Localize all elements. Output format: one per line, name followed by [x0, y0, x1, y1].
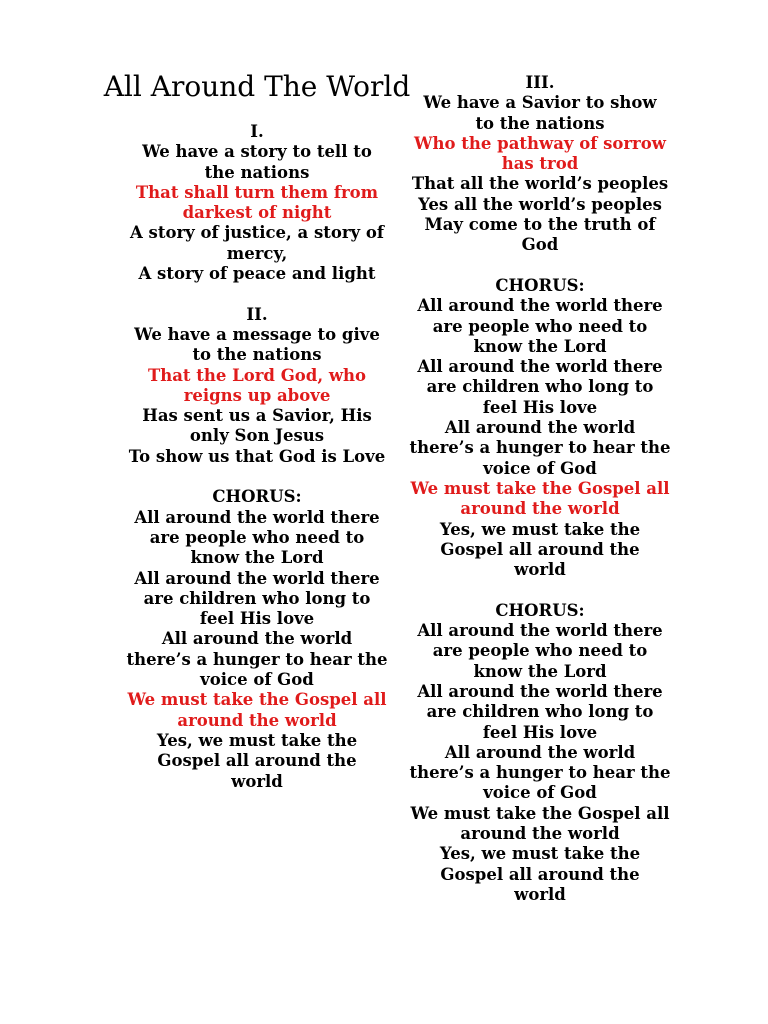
lyric-line: We must take the Gospel all	[410, 803, 670, 823]
lyric-line: May come to the truth of	[424, 215, 656, 235]
lyric-line: Gospel all around the	[440, 539, 640, 559]
lyric-line: feel His love	[482, 397, 598, 417]
left-lyrics	[82, 122, 432, 792]
lyric-line: voice of God	[483, 458, 597, 478]
highlighted-lyric-line: We must take the Gospel all	[410, 478, 670, 498]
lyric-line: Yes, we must take the	[439, 519, 641, 539]
lyric-line: are children who long to	[426, 377, 654, 397]
lyric-line: there’s a hunger to hear the	[409, 763, 671, 783]
lyric-line: voice of God	[200, 670, 314, 690]
lyric-line: know the Lord	[190, 548, 324, 568]
stanza-gap	[82, 467, 432, 487]
song-title: All Around The World	[103, 70, 411, 103]
lyric-line: All around the world there	[134, 568, 380, 588]
right-column	[390, 73, 690, 905]
stanza-gap	[82, 284, 432, 304]
lyric-line: are people who need to	[432, 316, 648, 336]
highlighted-lyric-line: around the world	[177, 710, 337, 730]
lyric-line: CHORUS:	[212, 487, 302, 507]
lyric-line: All around the world there	[417, 681, 663, 701]
lyric-line: around the world	[460, 823, 620, 843]
lyric-line: Yes all the world’s peoples	[418, 194, 662, 214]
lyric-line: III.	[525, 73, 555, 92]
lyric-line: CHORUS:	[495, 600, 585, 620]
lyric-line: Has sent us a Savior, His	[142, 406, 372, 426]
lyric-line: To show us that God is Love	[128, 446, 386, 466]
lyric-line: All around the world there	[134, 507, 380, 527]
lyric-line: All around the world there	[417, 296, 663, 316]
lyric-line: are children who long to	[426, 702, 654, 722]
lyric-line: know the Lord	[473, 661, 607, 681]
stanza-gap	[390, 256, 690, 276]
lyric-line: All around the world there	[417, 357, 663, 377]
lyric-line: We have a Savior to show	[423, 93, 657, 113]
highlighted-lyric-line: reigns up above	[183, 385, 331, 405]
highlighted-lyric-line: We must take the Gospel all	[127, 690, 387, 710]
lyric-line: world	[514, 884, 566, 904]
lyric-line: All around the world there	[417, 621, 663, 641]
lyric-line: All around the world	[444, 742, 636, 762]
lyric-line: We have a story to tell to	[142, 142, 372, 162]
lyric-line: only Son Jesus	[189, 426, 325, 446]
lyric-line: Gospel all around the	[440, 864, 640, 884]
highlighted-lyric-line: That the Lord God, who	[147, 365, 367, 385]
lyric-line: feel His love	[199, 609, 315, 629]
lyric-line: God	[521, 235, 559, 255]
highlighted-lyric-line: darkest of night	[182, 203, 332, 223]
lyric-line: All around the world	[444, 418, 636, 438]
lyric-line: the nations	[204, 162, 310, 182]
right-lyrics	[390, 73, 690, 905]
lyric-line: know the Lord	[473, 336, 607, 356]
left-column	[82, 68, 432, 792]
lyric-line: world	[231, 771, 283, 791]
lyric-line: All around the world	[161, 629, 353, 649]
lyric-line: to the nations	[192, 345, 322, 365]
lyric-line: there’s a hunger to hear the	[126, 649, 388, 669]
lyric-line: A story of justice, a story of	[130, 223, 384, 243]
lyric-line: to the nations	[475, 113, 605, 133]
lyric-line: are people who need to	[432, 641, 648, 661]
lyric-line: CHORUS:	[495, 275, 585, 295]
lyric-line: We have a message to give	[134, 324, 380, 344]
lyric-line: II.	[246, 304, 268, 324]
lyric-line: feel His love	[482, 722, 598, 742]
lyric-line: mercy,	[226, 243, 288, 263]
lyric-line: That all the world’s peoples	[411, 174, 669, 194]
lyric-line: there’s a hunger to hear the	[409, 438, 671, 458]
highlighted-lyric-line: That shall turn them from	[135, 182, 379, 202]
lyric-line: Yes, we must take the	[156, 730, 358, 750]
lyric-line: world	[514, 560, 566, 580]
lyric-line: Yes, we must take the	[439, 844, 641, 864]
lyric-line: are people who need to	[149, 527, 365, 547]
lyric-line: Gospel all around the	[157, 751, 357, 771]
stanza-gap	[390, 580, 690, 600]
highlighted-lyric-line: Who the pathway of sorrow	[414, 133, 666, 153]
lyric-line: voice of God	[483, 783, 597, 803]
highlighted-lyric-line: around the world	[460, 499, 620, 519]
lyric-line: are children who long to	[143, 588, 371, 608]
lyric-line: I.	[250, 122, 264, 141]
highlighted-lyric-line: has trod	[501, 154, 579, 174]
lyric-line: A story of peace and light	[138, 264, 376, 284]
